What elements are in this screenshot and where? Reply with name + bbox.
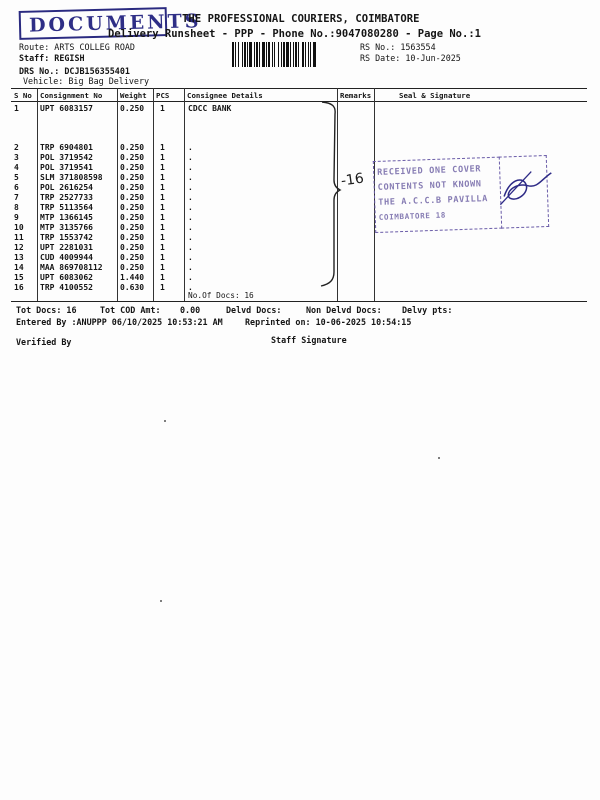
barcode-bar [286, 42, 289, 67]
cell-pcs: 1 [160, 263, 165, 272]
cell-sno: 8 [14, 203, 19, 212]
cell-consignment: POL 3719541 [40, 163, 93, 172]
cell-consignee: . [188, 173, 193, 182]
cell-sno: 5 [14, 173, 19, 182]
cell-weight: 0.250 [120, 183, 145, 192]
cell-consignee: . [188, 193, 193, 202]
barcode-bar [313, 42, 316, 67]
barcode-bar [281, 42, 282, 67]
cell-consignee: . [188, 213, 193, 222]
cell-consignment: UPT 2281031 [40, 243, 93, 252]
cell-pcs: 1 [160, 104, 165, 113]
barcode-bar [254, 42, 255, 67]
cell-pcs: 1 [160, 273, 165, 282]
table-header-rule [11, 101, 587, 102]
col-header-seal: Seal & Signature [399, 91, 471, 100]
cell-consignment: CUD 4009944 [40, 253, 93, 262]
barcode-bar [259, 42, 260, 67]
cell-consignee: . [188, 223, 193, 232]
cell-consignee: . [188, 143, 193, 152]
col-header-remarks: Remarks [340, 91, 372, 100]
cell-consignee: . [188, 153, 193, 162]
delvy-pts: Delvy pts: [402, 305, 453, 315]
cell-weight: 0.250 [120, 263, 145, 272]
cell-pcs: 1 [160, 243, 165, 252]
stamp-line: RECEIVED ONE COVER [377, 164, 482, 178]
cell-sno: 2 [14, 143, 19, 152]
tot-cod-value: 0.00 [180, 305, 201, 315]
cell-consignment: POL 2616254 [40, 183, 93, 192]
barcode-bar [249, 42, 252, 67]
cell-consignment: TRP 4100552 [40, 283, 93, 292]
cell-weight: 0.250 [120, 173, 145, 182]
cell-consignment: SLM 371808598 [40, 173, 103, 182]
barcode-bar [272, 42, 273, 67]
cell-weight: 0.630 [120, 283, 145, 292]
cell-pcs: 1 [160, 193, 165, 202]
cell-sno: 10 [14, 223, 24, 232]
documents-stamp: DOCUMENTS [19, 7, 168, 40]
cell-consignee: CDCC BANK [188, 104, 232, 113]
cell-consignee: . [188, 163, 193, 172]
barcode-bar [244, 42, 246, 67]
handwritten-bracket [318, 100, 344, 290]
cell-weight: 0.250 [120, 223, 145, 232]
cell-sno: 9 [14, 213, 19, 222]
reprinted-on: Reprinted on: 10-06-2025 10:54:15 [245, 317, 412, 327]
barcode-bar [290, 42, 291, 67]
cell-consignment: TRP 6904801 [40, 143, 93, 152]
cell-consignee: . [188, 263, 193, 272]
barcode-bar [266, 42, 267, 67]
col-divider [37, 88, 38, 301]
cell-consignment: TRP 1553742 [40, 233, 93, 242]
barcode-bar [298, 42, 299, 67]
received-stamp [373, 155, 549, 233]
barcode-bar [310, 42, 311, 67]
cell-sno: 7 [14, 193, 19, 202]
verified-by: Verified By [16, 337, 72, 347]
barcode-bar [305, 42, 306, 67]
table-bottom-rule [11, 301, 587, 302]
staff-signature: Staff Signature [271, 335, 347, 345]
barcode-bar [278, 42, 279, 67]
scan-speck [164, 420, 166, 422]
cell-consignee: . [188, 243, 193, 252]
cell-consignment: TRP 5113564 [40, 203, 93, 212]
cell-weight: 0.250 [120, 243, 145, 252]
barcode-bar [268, 42, 270, 67]
cell-consignee: . [188, 273, 193, 282]
non-delvd-docs: Non Delvd Docs: [306, 305, 382, 315]
cell-pcs: 1 [160, 183, 165, 192]
cell-weight: 0.250 [120, 104, 145, 113]
route-label: Route: ARTS COLLEG ROAD [19, 42, 135, 52]
cell-sno: 3 [14, 153, 19, 162]
cell-consignee: . [188, 233, 193, 242]
cell-consignment: UPT 6083062 [40, 273, 93, 282]
cell-pcs: 1 [160, 143, 165, 152]
vehicle-label: Vehicle: Big Bag Delivery [23, 76, 150, 86]
cell-pcs: 1 [160, 233, 165, 242]
no-of-docs: No.Of Docs: 16 [188, 291, 254, 300]
barcode-bar [302, 42, 304, 67]
delvd-docs: Delvd Docs: [226, 305, 282, 315]
col-header-weight: Weight [120, 91, 147, 100]
col-header-sno: S No [14, 91, 32, 100]
cell-weight: 0.250 [120, 213, 145, 222]
scan-speck [438, 457, 440, 459]
handwritten-remark: -16 [339, 170, 365, 190]
barcode-bar [295, 42, 297, 67]
company-name: THE PROFESSIONAL COURIERS, COIMBATORE [182, 13, 420, 25]
barcode-bar [293, 42, 294, 67]
barcode-bar [262, 42, 265, 67]
cell-pcs: 1 [160, 223, 165, 232]
cell-sno: 6 [14, 183, 19, 192]
cell-pcs: 1 [160, 283, 165, 292]
cell-sno: 12 [14, 243, 24, 252]
col-divider [153, 88, 154, 301]
barcode-bar [283, 42, 285, 67]
barcode-bar [308, 42, 309, 67]
cell-pcs: 1 [160, 253, 165, 262]
barcode-bar [256, 42, 258, 67]
cell-consignee: . [188, 283, 193, 292]
rs-date: RS Date: 10-Jun-2025 [360, 53, 461, 63]
col-header-consignment: Consignment No [40, 91, 103, 100]
cell-weight: 0.250 [120, 233, 145, 242]
cell-sno: 11 [14, 233, 24, 242]
cell-weight: 0.250 [120, 163, 145, 172]
tot-docs: Tot Docs: 16 [16, 305, 77, 315]
rs-number: RS No.: 1563554 [360, 42, 436, 52]
cell-weight: 0.250 [120, 143, 145, 152]
cell-consignment: TRP 2527733 [40, 193, 93, 202]
barcode-bar [232, 42, 234, 67]
scan-speck [160, 600, 162, 602]
cell-weight: 0.250 [120, 153, 145, 162]
col-header-consignee: Consignee Details [187, 91, 263, 100]
cell-pcs: 1 [160, 213, 165, 222]
barcode-icon [231, 42, 355, 67]
drs-number: DRS No.: DCJB156355401 [19, 66, 130, 76]
entered-by: Entered By :ANUPPP 06/10/2025 10:53:21 AM [16, 317, 223, 327]
barcode-bar [242, 42, 243, 67]
tot-cod-label: Tot COD Amt: [100, 305, 161, 315]
barcode-bar [274, 42, 275, 67]
cell-sno: 1 [14, 104, 19, 113]
stamp-line: CONTENTS NOT KNOWN [377, 179, 482, 193]
cell-weight: 0.250 [120, 203, 145, 212]
cell-consignment: MAA 869708112 [40, 263, 103, 272]
cell-sno: 13 [14, 253, 24, 262]
cell-pcs: 1 [160, 163, 165, 172]
cell-consignment: POL 3719542 [40, 153, 93, 162]
col-divider [184, 88, 185, 301]
cell-weight: 0.250 [120, 193, 145, 202]
stamp-line: COIMBATORE 18 [378, 210, 447, 222]
cell-sno: 14 [14, 263, 24, 272]
cell-consignee: . [188, 253, 193, 262]
signature-scribble [491, 165, 559, 213]
runsheet-title: Delivery Runsheet - PPP - Phone No.:9047080280 - Page No.:1 [108, 28, 481, 40]
cell-sno: 15 [14, 273, 24, 282]
cell-consignment: MTP 1366145 [40, 213, 93, 222]
col-header-pcs: PCS [156, 91, 170, 100]
table-top-rule [11, 88, 587, 89]
cell-consignee: . [188, 183, 193, 192]
cell-sno: 16 [14, 283, 24, 292]
stamp-line: THE A.C.C.B PAVILLA [378, 194, 489, 208]
cell-sno: 4 [14, 163, 19, 172]
barcode-bar [247, 42, 248, 67]
cell-consignment: MTP 3135766 [40, 223, 93, 232]
barcode-bar [238, 42, 239, 67]
barcode-bar [235, 42, 236, 67]
cell-pcs: 1 [160, 153, 165, 162]
cell-consignment: UPT 6083157 [40, 104, 93, 113]
cell-weight: 1.440 [120, 273, 145, 282]
cell-consignee: . [188, 203, 193, 212]
staff-label: Staff: REGISH [19, 53, 85, 63]
cell-pcs: 1 [160, 203, 165, 212]
col-divider [117, 88, 118, 301]
cell-weight: 0.250 [120, 253, 145, 262]
cell-pcs: 1 [160, 173, 165, 182]
